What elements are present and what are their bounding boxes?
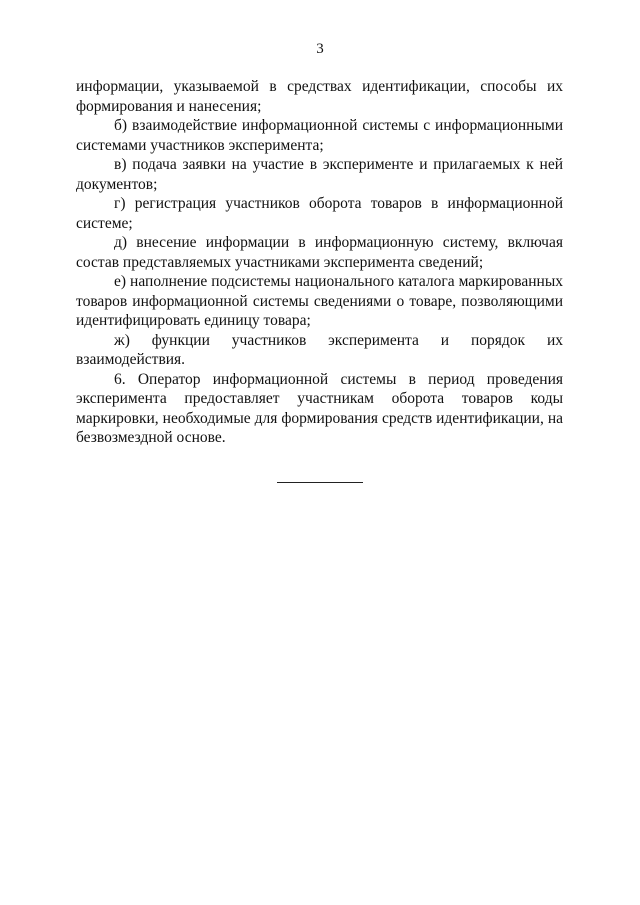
paragraph-item-g: г) регистрация участников оборота товаров в информационной системе;	[76, 195, 563, 232]
page-number: 3	[316, 41, 324, 57]
paragraph-item-d: д) внесение информации в информационную систему, включая состав представляемых участниками эксперимента сведений;	[76, 234, 563, 271]
paragraph-item-v: в) подача заявки на участие в эксперименте и прилагаемых к ней документов;	[76, 156, 563, 193]
paragraph-item-e: е) наполнение подсистемы национального каталога маркированных товаров информационной системы сведениями о товаре, позволяющими идентифицировать единицу товара;	[76, 273, 563, 329]
document-body	[76, 77, 563, 448]
paragraph-item-zh: ж) функции участников эксперимента и порядок их взаимодействия.	[76, 331, 563, 368]
paragraph-continuation: информации, указываемой в средствах идентификации, способы их формирования и нанесения;	[76, 78, 563, 115]
paragraph-item-b: б) взаимодействие информационной системы с информационными системами участников эксперимента;	[76, 117, 563, 154]
paragraph-point-6: 6. Оператор информационной системы в период проведения эксперимента предоставляет участникам оборота товаров коды маркировки, необходимые для формирования средств идентификации, на безвозмездной основе.	[76, 370, 563, 446]
end-separator-line	[277, 482, 363, 483]
